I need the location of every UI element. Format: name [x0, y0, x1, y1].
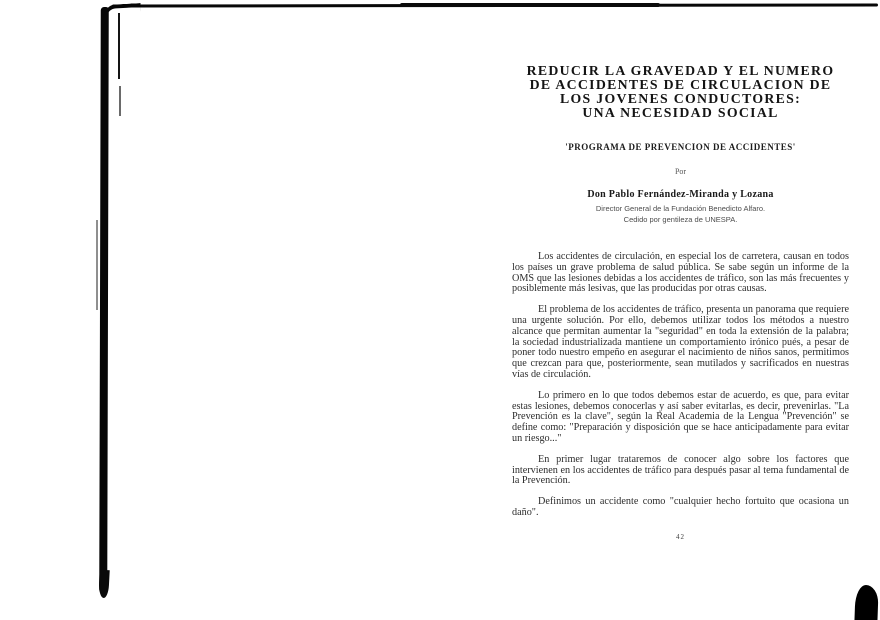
- page-number: 42: [676, 532, 685, 541]
- scan-top-edge-thick-segment: [400, 3, 660, 7]
- document-title: [512, 64, 849, 120]
- scan-spine-curl-bottom: [98, 570, 109, 598]
- title-line-1: REDUCIR LA GRAVEDAD Y EL NUMERO: [526, 63, 835, 78]
- title-line-4: UNA NECESIDAD SOCIAL: [582, 105, 779, 120]
- body-paragraph-2: El problema de los accidentes de tráfico, presenta un panorama que requiere una urgente solución. Por ello, debemos utilizar todos los métodos a nuestro alcance que permitan aumentar la "seguridad" en toda la extensión de la palabra; la sociedad industrializada mantiene un comportamiento irónico pués, a pesar de poner todo nuestro empeño en asegurar el nacimiento de niños sanos, permitimos que crezcan para que, posteriormente, sean mutilados y sacrificados en nuestras vías de circulación.: [512, 304, 849, 380]
- scan-ink-blot-bottom-right: [854, 585, 878, 620]
- byline-label: Por: [674, 167, 687, 176]
- scan-spine-curl-top: [104, 3, 142, 21]
- body-paragraph-3: Lo primero en lo que todos debemos estar de acuerdo, es que, para evitar estas lesiones, debemos conocerlas y así saber evitarlas, es decir, prevenirlas. "La Prevención es la clave", según la Real Academia de la Lengua "Prevención" se define como: "Preparación y disposición que se hace anticipadamente para evitar un riesgo...": [512, 389, 849, 444]
- scan-spine-secondary-line-segment: [119, 86, 121, 116]
- scan-binding-spine-line: [99, 7, 109, 593]
- scan-spine-faint-segment: [96, 220, 98, 310]
- author-role: Director General de la Fundación Benedicto Alfaro.: [595, 203, 766, 213]
- body-paragraph-4: En primer lugar trataremos de conocer algo sobre los factores que intervienen en los accidentes de tráfico para después pasar al tema fundamental de la Prevención.: [512, 453, 849, 487]
- author-credit: Cedido por gentileza de UNESPA.: [623, 215, 738, 224]
- body-paragraph-5: Definimos un accidente como "cualquier hecho fortuito que ocasiona un daño".: [512, 496, 849, 518]
- document-subtitle: 'PROGRAMA DE PREVENCION DE ACCIDENTES': [565, 142, 796, 152]
- body-text: [512, 252, 849, 519]
- author-name: Don Pablo Fernández-Miranda y Lozana: [587, 189, 774, 200]
- scan-spine-secondary-line: [118, 13, 120, 79]
- page-content: [512, 64, 849, 541]
- title-line-2: DE ACCIDENTES DE CIRCULACION DE: [529, 77, 832, 92]
- title-line-3: LOS JOVENES CONDUCTORES:: [559, 91, 801, 106]
- body-paragraph-1: Los accidentes de circulación, en especial los de carretera, causan en todos los países un grave problema de salud pública. Se sabe según un informe de la OMS que las lesiones debidas a los accidentes de tráfico, son las más frecuentes y posiblemente más lesivas, que las producidas por otras causas.: [512, 251, 849, 295]
